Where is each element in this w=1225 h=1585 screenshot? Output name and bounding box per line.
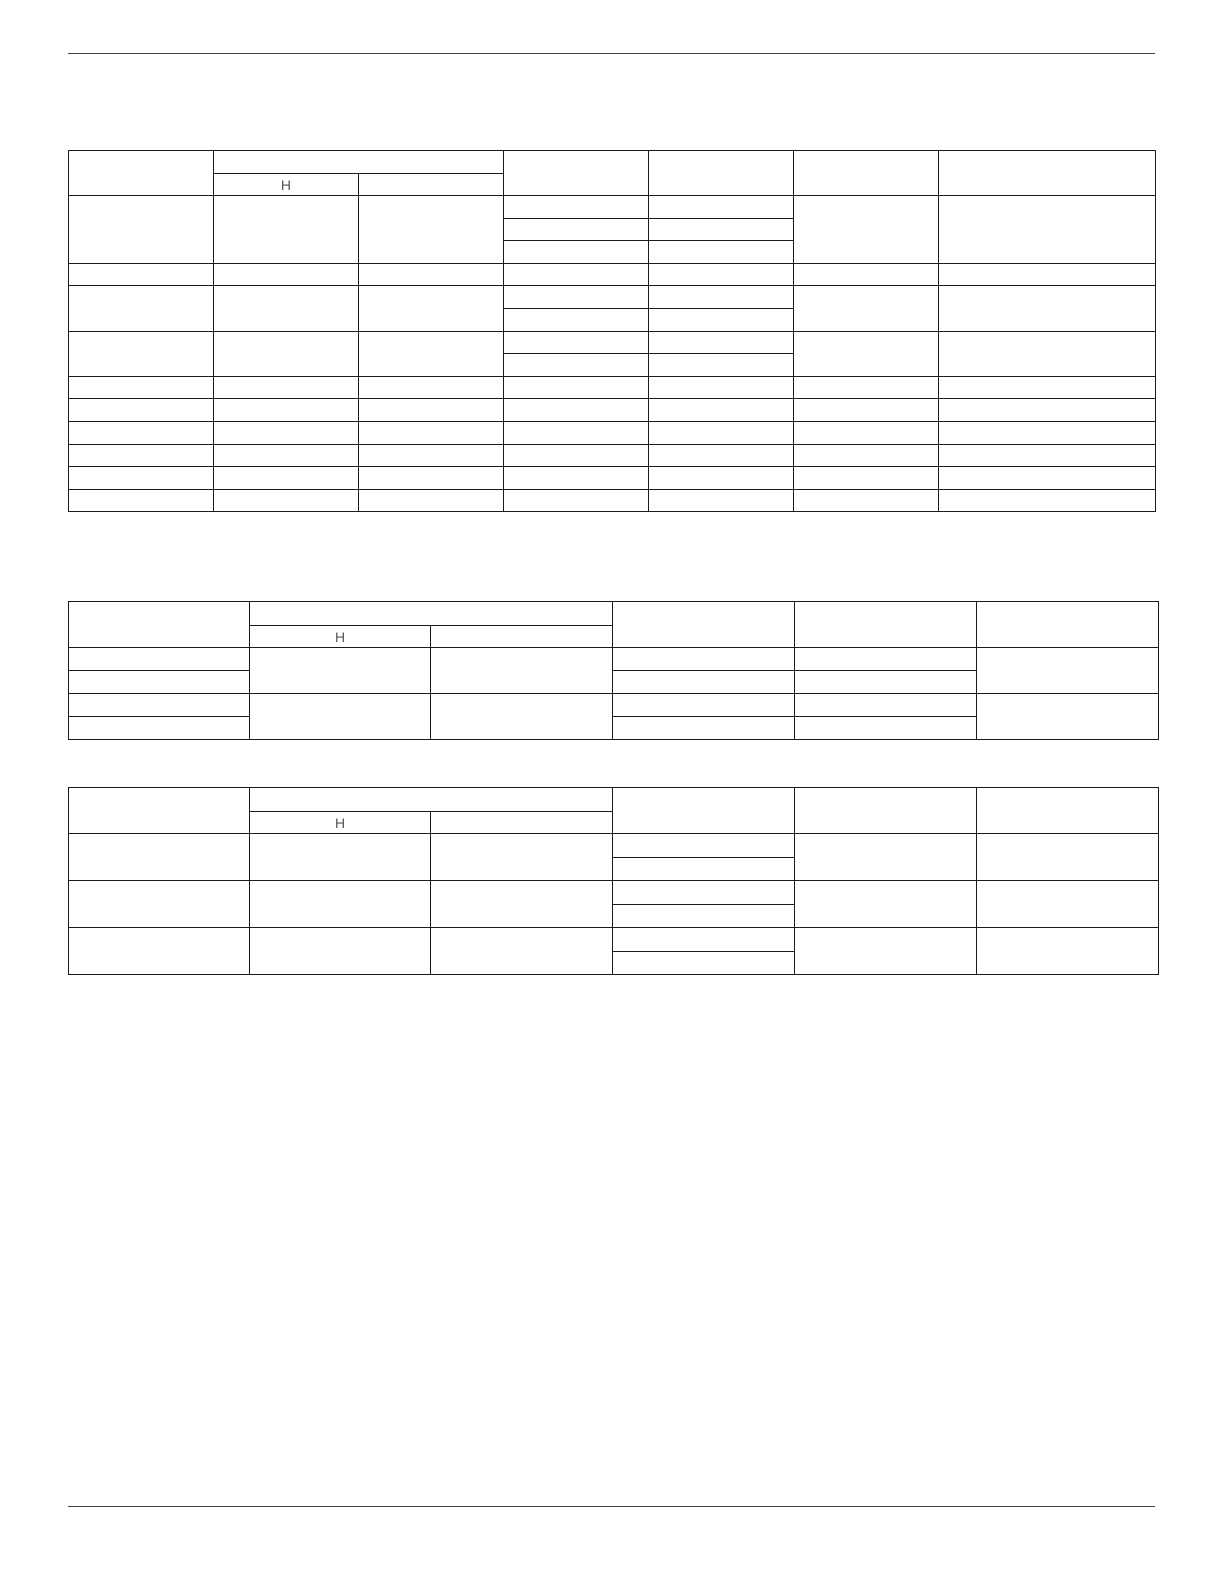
table-cell xyxy=(613,928,795,952)
table-header-cell xyxy=(613,602,795,648)
table-cell xyxy=(358,421,503,444)
table-header-cell xyxy=(977,602,1159,648)
table-cell xyxy=(938,399,1155,422)
table-header-cell xyxy=(69,602,250,648)
table-cell xyxy=(69,376,214,399)
table-cell xyxy=(69,489,214,512)
table-cell xyxy=(213,263,358,286)
table-cell xyxy=(503,286,648,309)
table-subheader-cell xyxy=(431,812,613,834)
table-cell xyxy=(431,881,613,928)
table-cell xyxy=(69,834,250,881)
table-cell xyxy=(213,331,358,376)
table-cell xyxy=(503,241,648,264)
table-cell xyxy=(977,648,1159,694)
table-cell xyxy=(69,694,250,717)
table-cell xyxy=(503,218,648,241)
table-subheader-h: H xyxy=(250,812,431,834)
table-cell xyxy=(938,489,1155,512)
table-cell xyxy=(69,648,250,671)
table-cell xyxy=(938,286,1155,331)
table-cell xyxy=(938,376,1155,399)
table-cell xyxy=(69,671,250,694)
table-cell xyxy=(648,489,793,512)
table-cell xyxy=(431,648,613,694)
table-cell xyxy=(793,331,938,376)
table-cell xyxy=(250,694,431,740)
table-cell xyxy=(213,399,358,422)
table-header-cell xyxy=(69,788,250,834)
table-cell xyxy=(250,834,431,881)
table-cell xyxy=(795,648,977,671)
table-cell xyxy=(213,196,358,264)
data-table-1 xyxy=(68,150,1156,512)
table-cell xyxy=(613,648,795,671)
table-cell xyxy=(795,834,977,881)
table-cell xyxy=(938,331,1155,376)
table-cell xyxy=(648,376,793,399)
table-cell xyxy=(503,196,648,219)
table-cell xyxy=(503,308,648,331)
table-cell xyxy=(648,218,793,241)
table-header-group xyxy=(213,151,503,174)
table-cell xyxy=(613,881,795,905)
table-cell xyxy=(358,444,503,467)
table-cell xyxy=(358,196,503,264)
table-header-cell xyxy=(795,602,977,648)
table-cell xyxy=(69,421,214,444)
table-cell xyxy=(938,467,1155,490)
table-cell xyxy=(503,399,648,422)
table-cell xyxy=(613,857,795,881)
table-cell xyxy=(358,399,503,422)
table-cell xyxy=(938,196,1155,264)
data-table-3 xyxy=(68,787,1159,975)
table-cell xyxy=(358,286,503,331)
table-cell xyxy=(503,331,648,354)
table-cell xyxy=(795,717,977,740)
table-cell xyxy=(503,444,648,467)
table-cell xyxy=(977,834,1159,881)
table-cell xyxy=(69,399,214,422)
table-cell xyxy=(213,286,358,331)
table-cell xyxy=(793,399,938,422)
table-cell xyxy=(69,196,214,264)
table-cell xyxy=(977,881,1159,928)
table-cell xyxy=(213,467,358,490)
table-cell xyxy=(795,928,977,975)
table-cell xyxy=(793,489,938,512)
table-cell xyxy=(648,399,793,422)
table-cell xyxy=(613,671,795,694)
table-cell xyxy=(69,928,250,975)
table-cell xyxy=(648,308,793,331)
table-cell xyxy=(793,467,938,490)
table-header-cell xyxy=(938,151,1155,196)
table-cell xyxy=(69,286,214,331)
table-cell xyxy=(358,489,503,512)
table-cell xyxy=(793,286,938,331)
footer-rule xyxy=(68,1506,1155,1507)
table-cell xyxy=(69,263,214,286)
table-cell xyxy=(648,286,793,309)
table-cell xyxy=(648,331,793,354)
table-cell xyxy=(69,444,214,467)
table-cell xyxy=(503,376,648,399)
table-cell xyxy=(977,928,1159,975)
table-cell xyxy=(358,331,503,376)
table-cell xyxy=(613,904,795,928)
table-cell xyxy=(503,421,648,444)
table-header-cell xyxy=(793,151,938,196)
table-cell xyxy=(795,694,977,717)
table-cell xyxy=(213,376,358,399)
table-cell xyxy=(648,467,793,490)
table-cell xyxy=(69,717,250,740)
table-header-group xyxy=(250,602,613,626)
table-subheader-cell xyxy=(431,626,613,648)
table-header-cell xyxy=(795,788,977,834)
table-cell xyxy=(795,881,977,928)
table-cell xyxy=(358,467,503,490)
table-cell xyxy=(795,671,977,694)
table-cell xyxy=(648,444,793,467)
table-cell xyxy=(613,717,795,740)
table-cell xyxy=(648,263,793,286)
table-cell xyxy=(648,354,793,377)
table-cell xyxy=(793,421,938,444)
table-cell xyxy=(69,881,250,928)
table-cell xyxy=(503,489,648,512)
table-cell xyxy=(69,467,214,490)
table-cell xyxy=(503,263,648,286)
table-cell xyxy=(213,421,358,444)
table-header-cell xyxy=(613,788,795,834)
table-cell xyxy=(431,834,613,881)
table-cell xyxy=(793,376,938,399)
table-cell xyxy=(213,444,358,467)
table-cell xyxy=(250,928,431,975)
table-subheader-h: H xyxy=(213,174,358,196)
table-cell xyxy=(938,444,1155,467)
table-cell xyxy=(213,489,358,512)
table-cell xyxy=(793,196,938,264)
table-subheader-h: H xyxy=(250,626,431,648)
table-subheader-cell xyxy=(358,174,503,196)
table-header-cell xyxy=(648,151,793,196)
data-table-2 xyxy=(68,601,1159,740)
table-cell xyxy=(69,331,214,376)
table-header-group xyxy=(250,788,613,812)
table-cell xyxy=(503,467,648,490)
table-cell xyxy=(250,648,431,694)
table-cell xyxy=(613,694,795,717)
table-cell xyxy=(793,444,938,467)
table-header-cell xyxy=(977,788,1159,834)
table-cell xyxy=(613,951,795,975)
table-cell xyxy=(613,834,795,858)
table-cell xyxy=(648,421,793,444)
table-cell xyxy=(358,263,503,286)
table-header-cell xyxy=(503,151,648,196)
table-cell xyxy=(358,376,503,399)
table-cell xyxy=(648,241,793,264)
table-cell xyxy=(793,263,938,286)
table-cell xyxy=(250,881,431,928)
table-cell xyxy=(503,354,648,377)
header-rule xyxy=(68,53,1155,54)
table-cell xyxy=(938,263,1155,286)
table-cell xyxy=(431,928,613,975)
table-cell xyxy=(938,421,1155,444)
table-cell xyxy=(977,694,1159,740)
table-cell xyxy=(431,694,613,740)
table-header-cell xyxy=(69,151,214,196)
table-cell xyxy=(648,196,793,219)
